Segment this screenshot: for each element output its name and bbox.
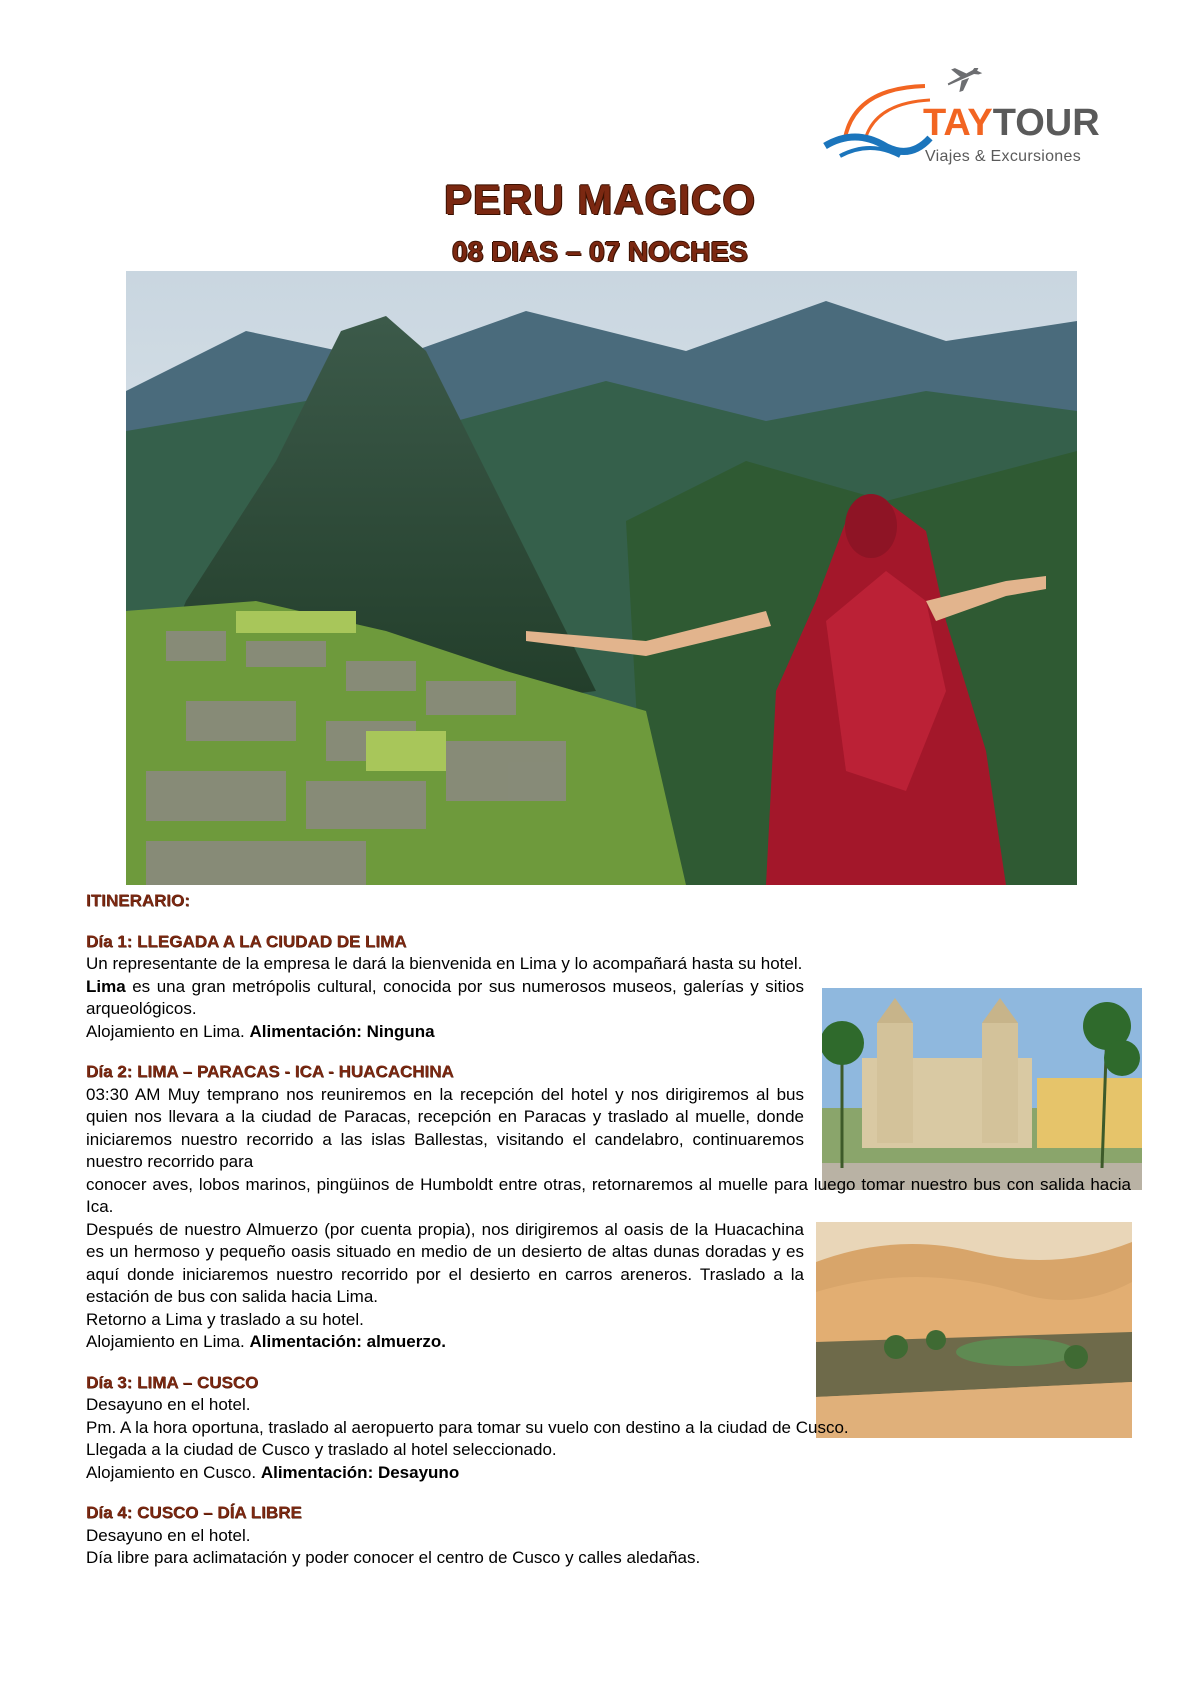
day-2-text-1b: conocer aves, lobos marinos, pingüinos de Humboldt entre otras, retornaremos al muelle para luego tomar nuestro bus con salida hacia Ica. xyxy=(86,1174,1131,1216)
logo-brand: TAYTOUR xyxy=(923,102,1100,144)
day-2-heading: Día 2: LIMA – PARACAS - ICA - HUACACHINA xyxy=(86,1062,454,1081)
day-4-text-2: Día libre para aclimatación y poder conocer el centro de Cusco y calles aledañas. xyxy=(86,1548,701,1567)
itinerary-content xyxy=(86,890,1146,1570)
day-1 xyxy=(86,931,1146,1044)
day-1-lodging: Alojamiento en Lima. Alimentación: Ninguna xyxy=(86,1021,435,1041)
day-1-text-1: Un representante de la empresa le dará la bienvenida en Lima y lo acompañará hasta su hotel. xyxy=(86,954,803,973)
day-4-heading: Día 4: CUSCO – DÍA LIBRE xyxy=(86,1503,302,1522)
day-3-lodging: Alojamiento en Cusco. Alimentación: Desayuno xyxy=(86,1462,460,1482)
day-3 xyxy=(86,1372,1146,1485)
day-3-text-3: Llegada a la ciudad de Cusco y traslado al hotel seleccionado. xyxy=(86,1440,557,1459)
page-title: PERU MAGICO xyxy=(443,176,756,223)
company-logo xyxy=(815,68,1125,168)
airplane-icon xyxy=(944,68,986,95)
day-4-text-1: Desayuno en el hotel. xyxy=(86,1525,251,1545)
day-2-text-1: 03:30 AM Muy temprano nos reuniremos en la recepción del hotel y nos dirigiremos al bus quien nos llevara a la ciudad de Paracas, recepción en Paracas y traslado al muelle, donde iniciaremos nuestro recorrido a las islas Ballestas, visitando el candelabro, continuaremos nuestro recorrido para xyxy=(86,1084,804,1171)
itinerary-label: ITINERARIO: xyxy=(86,891,190,910)
day-1-heading: Día 1: LLEGADA A LA CIUDAD DE LIMA xyxy=(86,931,407,951)
logo-tagline: Viajes & Excursiones xyxy=(925,148,1081,165)
day-2-lodging: Alojamiento en Lima. Alimentación: almuerzo. xyxy=(86,1332,446,1351)
day-2 xyxy=(86,1061,1146,1354)
page-subtitle: 08 DIAS – 07 NOCHES xyxy=(452,236,748,267)
day-2-text-3: Retorno a Lima y traslado a su hotel. xyxy=(86,1309,364,1329)
day-2-text-2: Después de nuestro Almuerzo (por cuenta propia), nos dirigiremos al oasis de la Huacachina es un hermoso y pequeño oasis situado en medio de un desierto de altas dunas doradas y es aquí donde iniciaremos nuestro recorrido por el desierto en carros areneros. Traslado a la estación de bus con salida hacia Lima. xyxy=(86,1219,804,1306)
day-3-heading: Día 3: LIMA – CUSCO xyxy=(86,1372,259,1392)
day-3-text-1: Desayuno en el hotel. xyxy=(86,1395,251,1414)
day-3-text-2: Pm. A la hora oportuna, traslado al aeropuerto para tomar su vuelo con destino a la ciudad de Cusco. xyxy=(86,1417,849,1437)
day-1-text-2: Lima es una gran metrópolis cultural, conocida por sus numerosos museos, galerías y sitios arqueológicos. xyxy=(86,976,804,1018)
hero-image-machu-picchu xyxy=(126,271,1077,885)
day-4 xyxy=(86,1502,1146,1570)
